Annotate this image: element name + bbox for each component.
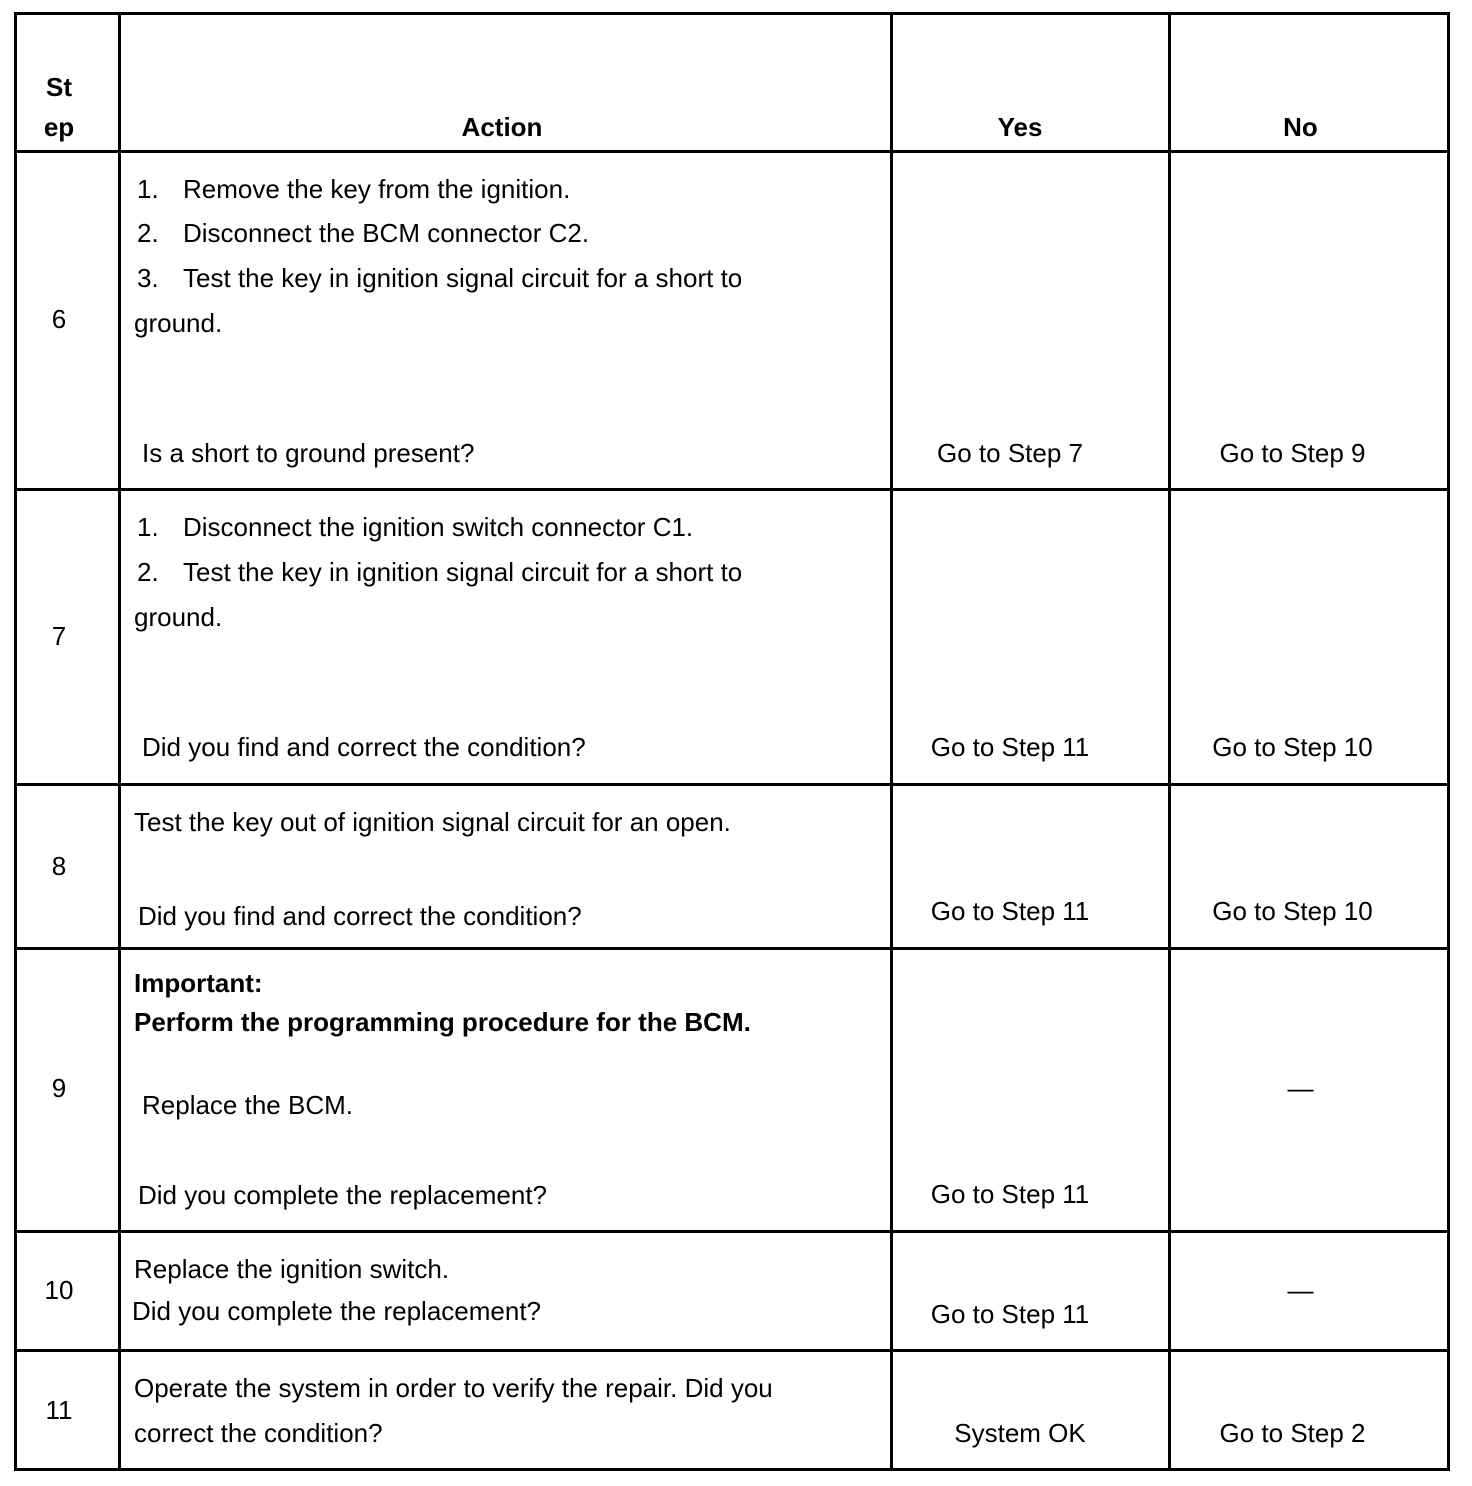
list-item-text: Remove the key from the ignition. bbox=[183, 174, 571, 204]
list-item-number: 1. bbox=[137, 512, 159, 542]
step-number: 8 bbox=[51, 851, 67, 881]
row-divider bbox=[17, 1349, 1447, 1352]
yes-result: System OK bbox=[954, 1418, 1086, 1448]
no-result: Go to Step 9 bbox=[1219, 438, 1366, 468]
yes-result: Go to Step 11 bbox=[930, 1179, 1090, 1209]
yes-result: Go to Step 11 bbox=[930, 896, 1090, 926]
list-item-continuation: ground. bbox=[134, 602, 223, 632]
yes-result: Go to Step 11 bbox=[930, 732, 1090, 762]
step-number: 6 bbox=[51, 304, 67, 334]
no-result: Go to Step 10 bbox=[1212, 896, 1373, 926]
no-result: Go to Step 2 bbox=[1219, 1418, 1366, 1448]
list-item-text: Disconnect the BCM connector C2. bbox=[183, 218, 590, 248]
list-item-text: Test the key in ignition signal circuit for a short to bbox=[183, 557, 743, 587]
yes-result: Go to Step 7 bbox=[937, 438, 1083, 468]
action-text-line: correct the condition? bbox=[134, 1418, 383, 1448]
list-item bbox=[137, 220, 589, 246]
row-divider bbox=[17, 947, 1447, 950]
action-text: Replace the ignition switch. bbox=[134, 1254, 450, 1284]
list-item-number: 3. bbox=[137, 263, 159, 293]
no-result: — bbox=[1287, 1073, 1314, 1103]
row-divider bbox=[17, 1230, 1447, 1233]
header-action: Action bbox=[461, 112, 543, 142]
header-step-line-1: St bbox=[46, 72, 72, 102]
question-text: Is a short to ground present? bbox=[142, 438, 475, 468]
action-text: Replace the BCM. bbox=[142, 1090, 353, 1120]
row-divider bbox=[17, 150, 1447, 153]
action-text: Test the key out of ignition signal circuit for an open. bbox=[134, 807, 731, 837]
list-item-text: Disconnect the ignition switch connector C1. bbox=[183, 512, 694, 542]
question-text: Did you complete the replacement? bbox=[138, 1180, 548, 1210]
header-no: No bbox=[1283, 112, 1318, 142]
list-item-number: 2. bbox=[137, 218, 159, 248]
header-step-line-2: ep bbox=[43, 112, 75, 142]
no-result: Go to Step 10 bbox=[1212, 732, 1373, 762]
step-number: 10 bbox=[44, 1275, 74, 1305]
question-text: Did you find and correct the condition? bbox=[138, 901, 582, 931]
yes-result: Go to Step 11 bbox=[930, 1299, 1090, 1329]
list-item-number: 2. bbox=[137, 557, 159, 587]
list-item bbox=[137, 514, 693, 540]
list-item-text: Test the key in ignition signal circuit for a short to bbox=[183, 263, 743, 293]
list-item bbox=[137, 176, 570, 202]
header-yes: Yes bbox=[997, 112, 1043, 142]
important-text: Perform the programming procedure for the BCM. bbox=[134, 1007, 751, 1037]
step-number: 9 bbox=[51, 1073, 67, 1103]
row-divider bbox=[17, 488, 1447, 491]
row-divider bbox=[17, 783, 1447, 786]
step-number: 7 bbox=[51, 621, 67, 651]
no-result: — bbox=[1287, 1275, 1314, 1305]
important-title: Important: bbox=[134, 968, 263, 998]
step-number: 11 bbox=[45, 1395, 73, 1425]
list-item bbox=[137, 559, 742, 585]
question-text: Did you find and correct the condition? bbox=[142, 732, 586, 762]
list-item bbox=[137, 265, 742, 291]
question-text: Did you complete the replacement? bbox=[132, 1296, 542, 1326]
column-divider bbox=[118, 15, 121, 1468]
action-text-line: Operate the system in order to verify the repair. Did you bbox=[134, 1373, 773, 1403]
list-item-continuation: ground. bbox=[134, 308, 223, 338]
list-item-number: 1. bbox=[137, 174, 159, 204]
